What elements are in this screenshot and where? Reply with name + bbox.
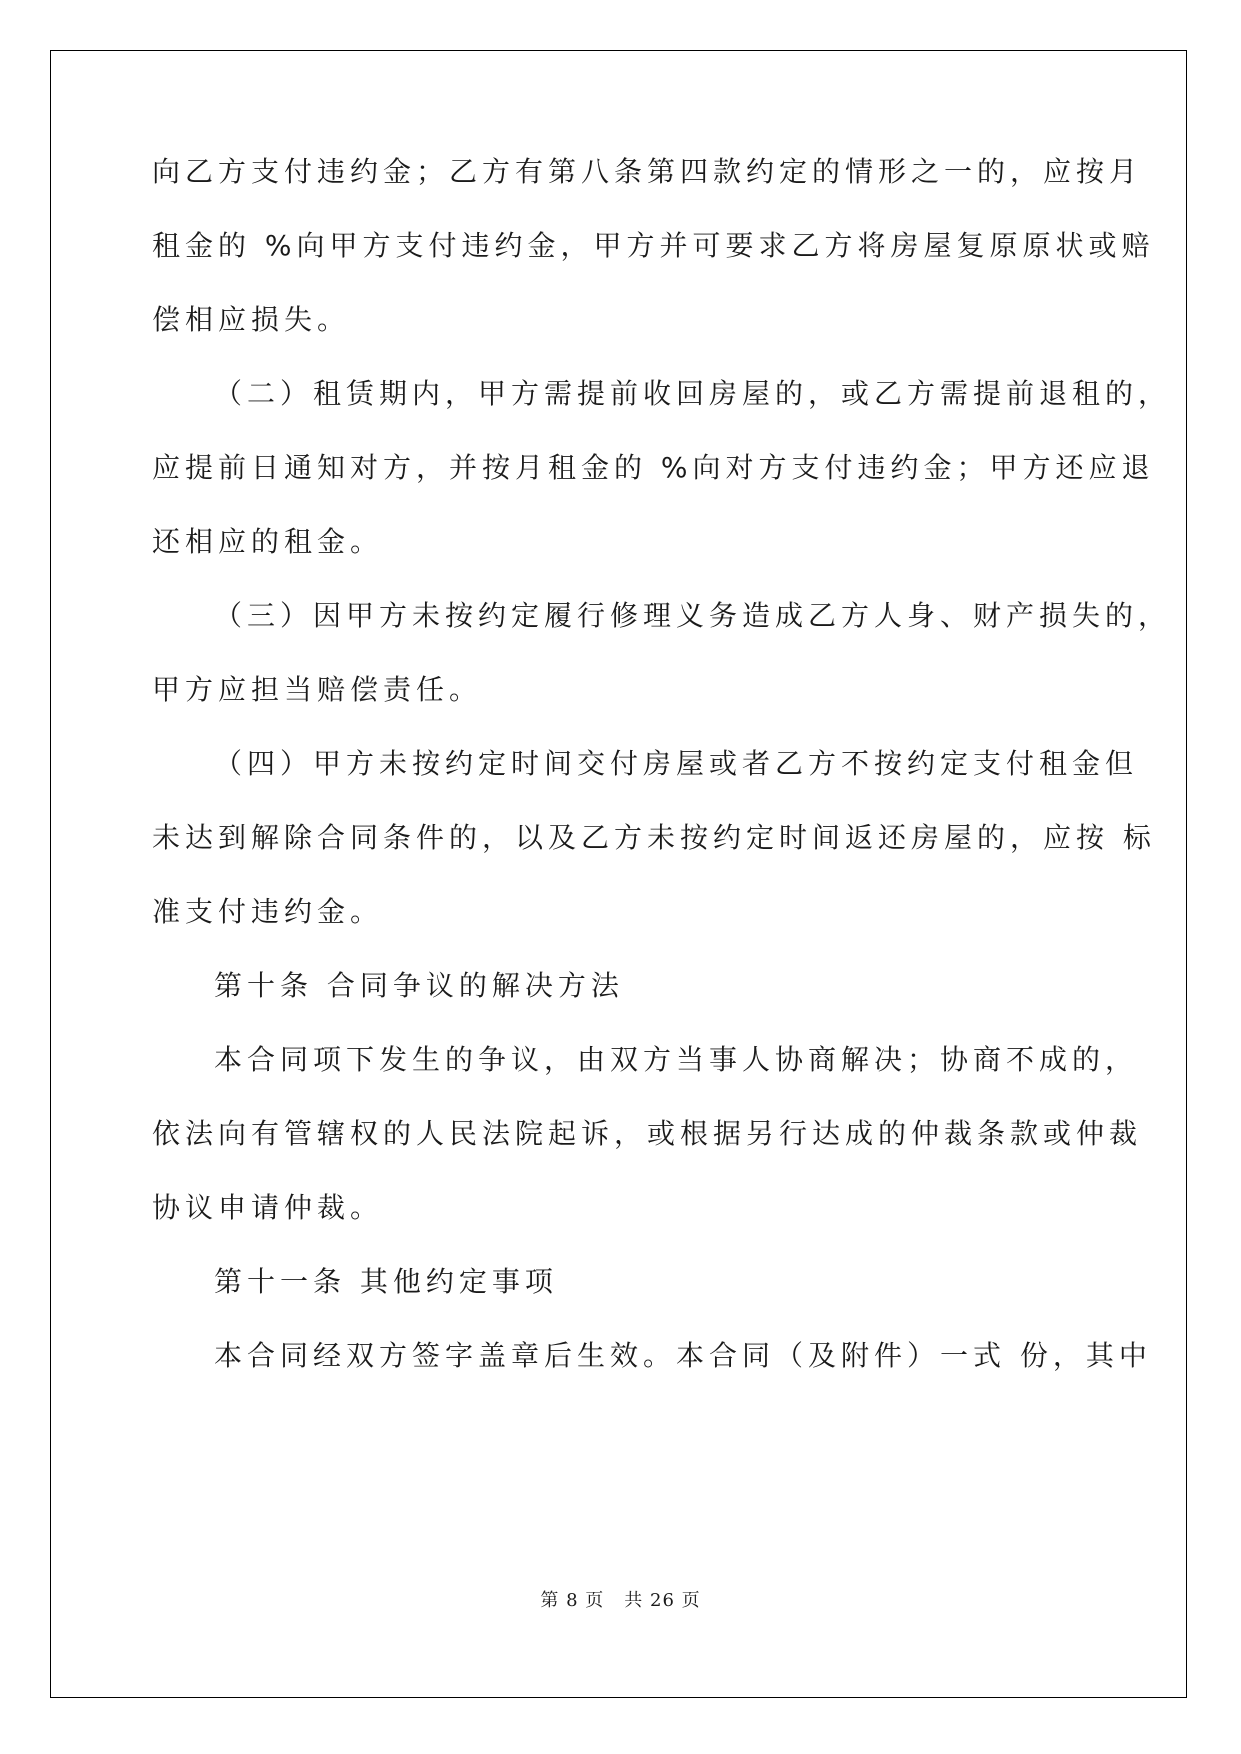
text-line: 向乙方支付违约金；乙方有第八条第四款约定的情形之一的，应按月 bbox=[152, 155, 1143, 188]
text-line: （二）租赁期内，甲方需提前收回房屋的，或乙方需提前退租的， bbox=[214, 377, 1172, 410]
text-line: 依法向有管辖权的人民法院起诉，或根据另行达成的仲裁条款或仲裁 bbox=[152, 1117, 1143, 1150]
page-total: 共 26 页 bbox=[624, 1590, 701, 1611]
page-number: 第 8 页 bbox=[540, 1590, 605, 1611]
text-line: 协议申请仲裁。 bbox=[152, 1191, 384, 1224]
text-line: （四）甲方未按约定时间交付房屋或者乙方不按约定支付租金但 bbox=[214, 747, 1139, 780]
page-footer bbox=[0, 1589, 1241, 1613]
text-line: 应提前日通知对方，并按月租金的 %向对方支付违约金；甲方还应退 bbox=[152, 451, 1155, 484]
text-line: 甲方应担当赔偿责任。 bbox=[152, 673, 483, 706]
text-line: 未达到解除合同条件的，以及乙方未按约定时间返还房屋的，应按 标 bbox=[152, 821, 1156, 854]
section-heading: 第十一条 其他约定事项 bbox=[214, 1265, 558, 1298]
text-line: 本合同经双方签字盖章后生效。本合同（及附件）一式 份，其中 bbox=[214, 1339, 1152, 1372]
text-line: （三）因甲方未按约定履行修理义务造成乙方人身、财产损失的， bbox=[214, 599, 1172, 632]
text-line: 本合同项下发生的争议，由双方当事人协商解决；协商不成的， bbox=[214, 1043, 1139, 1076]
text-line: 偿相应损失。 bbox=[152, 303, 351, 336]
text-line: 准支付违约金。 bbox=[152, 895, 384, 928]
text-line: 还相应的租金。 bbox=[152, 525, 384, 558]
section-heading: 第十条 合同争议的解决方法 bbox=[214, 969, 624, 1002]
page-border bbox=[50, 50, 1187, 1698]
text-line: 租金的 %向甲方支付违约金，甲方并可要求乙方将房屋复原原状或赔 bbox=[152, 229, 1155, 262]
